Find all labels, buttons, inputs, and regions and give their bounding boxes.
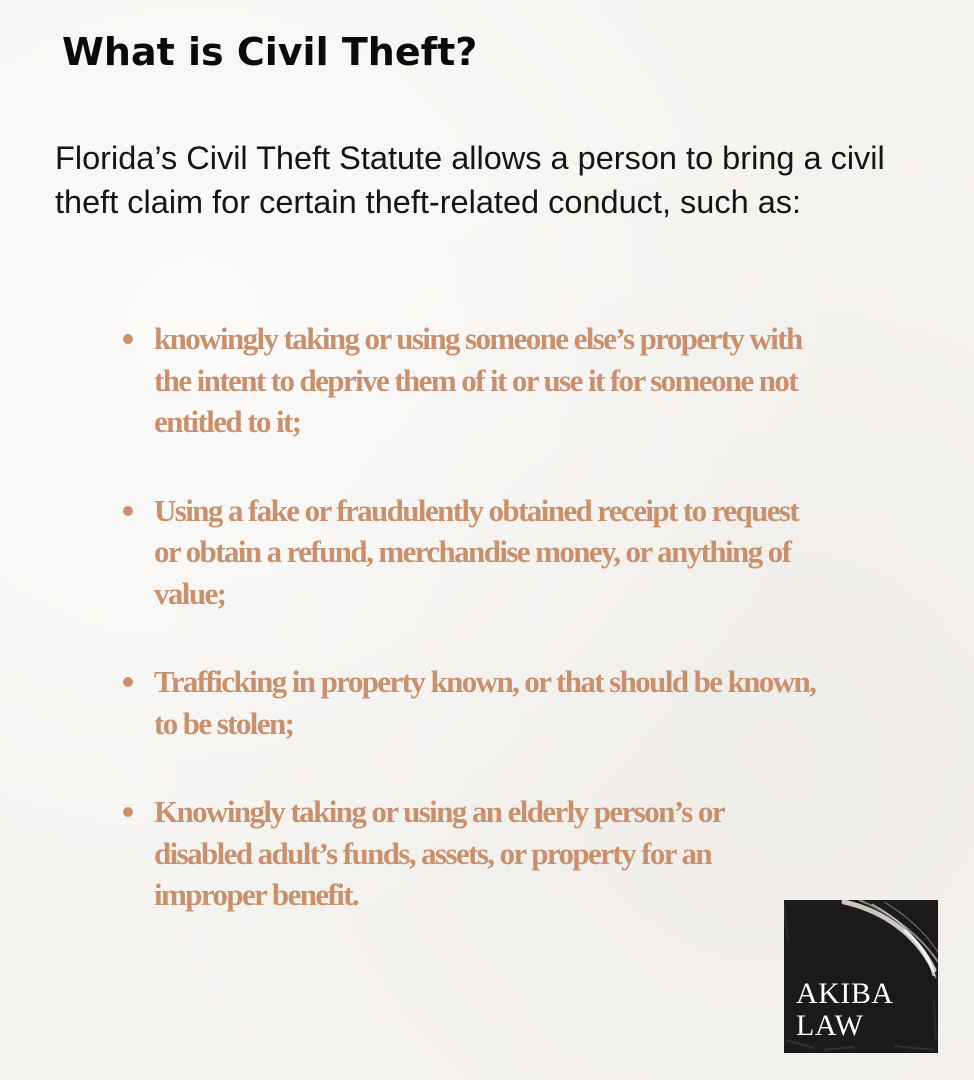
logo-line-2: LAW — [796, 1009, 864, 1042]
list-item — [120, 661, 820, 744]
list-item — [120, 318, 820, 443]
akiba-law-logo — [784, 900, 938, 1053]
list-item — [120, 791, 820, 916]
list-item-text: Trafficking in property known, or that should be known, to be stolen; — [154, 664, 816, 741]
logo-wordmark — [796, 978, 894, 1042]
list-item — [120, 490, 820, 615]
intro-paragraph: Florida’s Civil Theft Statute allows a person to bring a civil theft claim for certain theft-related conduct, such as: — [55, 140, 885, 220]
bullet-dot-icon — [123, 807, 133, 817]
conduct-list — [120, 318, 820, 963]
bullet-dot-icon — [123, 506, 133, 516]
list-item-text: Knowingly taking or using an elderly person’s or disabled adult’s funds, assets, or property for an improper benefit. — [154, 794, 724, 912]
list-item-text: Using a fake or fraudulently obtained receipt to request or obtain a refund, merchandise money, or anything of value; — [154, 492, 799, 611]
page-title: What is Civil Theft? — [62, 30, 478, 74]
list-item-text: knowingly taking or using someone else’s property with the intent to deprive them of it or use it for someone not entitled to it; — [154, 321, 802, 439]
bullet-dot-icon — [123, 334, 133, 344]
bullet-dot-icon — [123, 677, 133, 687]
logo-line-1: AKIBA — [796, 977, 894, 1010]
